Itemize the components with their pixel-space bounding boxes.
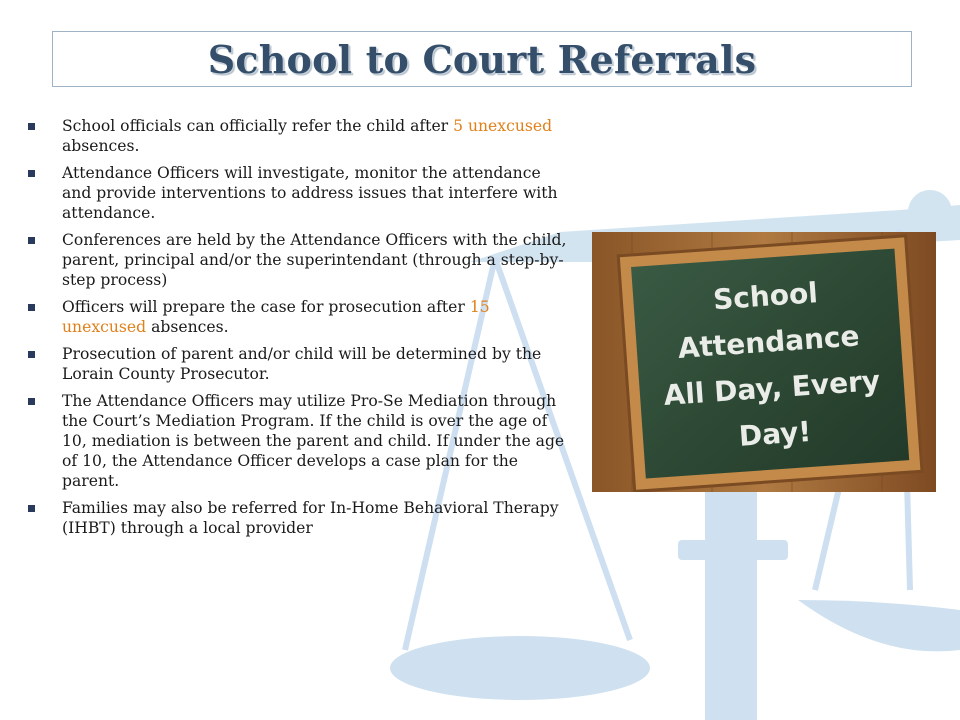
- bullet-item: The Attendance Officers may utilize Pro-Se Mediation through the Court’s Mediation Program. If the child is over the age of 10, mediation is between the parent and child. If under the age of 10, the Attendance Officer develops a case plan for the parent.: [28, 391, 573, 491]
- chalk-line-1: School: [712, 276, 819, 317]
- chalk-line-4: Day!: [737, 414, 813, 453]
- bullet-item: Prosecution of parent and/or child will be determined by the Lorain County Prosecutor.: [28, 344, 573, 384]
- bullet-item: Families may also be referred for In-Home Behavioral Therapy (IHBT) through a local provider: [28, 498, 573, 538]
- bullet-marker: [28, 170, 35, 177]
- bullet-marker: [28, 351, 35, 358]
- bullet-marker: [28, 237, 35, 244]
- bullet-marker: [28, 123, 35, 130]
- bullet-item: School officials can officially refer the child after 5 unexcused absences.: [28, 116, 573, 156]
- title-box: [52, 31, 912, 87]
- highlight-text: 5 unexcused: [453, 117, 553, 135]
- bullet-item: Conferences are held by the Attendance Officers with the child, parent, principal and/or the superintendant (through a step-by-step process): [28, 230, 573, 290]
- chalk-line-2: Attendance: [676, 319, 861, 365]
- chalk-line-3: All Day, Every: [662, 363, 882, 413]
- bullet-list: [28, 116, 573, 545]
- bullet-item: Officers will prepare the case for prosecution after 15 unexcused absences.: [28, 297, 573, 337]
- bullet-marker: [28, 304, 35, 311]
- chalkboard-image: [592, 232, 936, 492]
- bullet-marker: [28, 398, 35, 405]
- bullet-item: Attendance Officers will investigate, monitor the attendance and provide interventions to address issues that interfere with attendance.: [28, 163, 573, 223]
- chalkboard-graphic: [592, 232, 936, 492]
- highlight-text: 15 unexcused: [62, 298, 490, 336]
- bullet-marker: [28, 505, 35, 512]
- page-title: School to Court Referrals: [207, 36, 757, 82]
